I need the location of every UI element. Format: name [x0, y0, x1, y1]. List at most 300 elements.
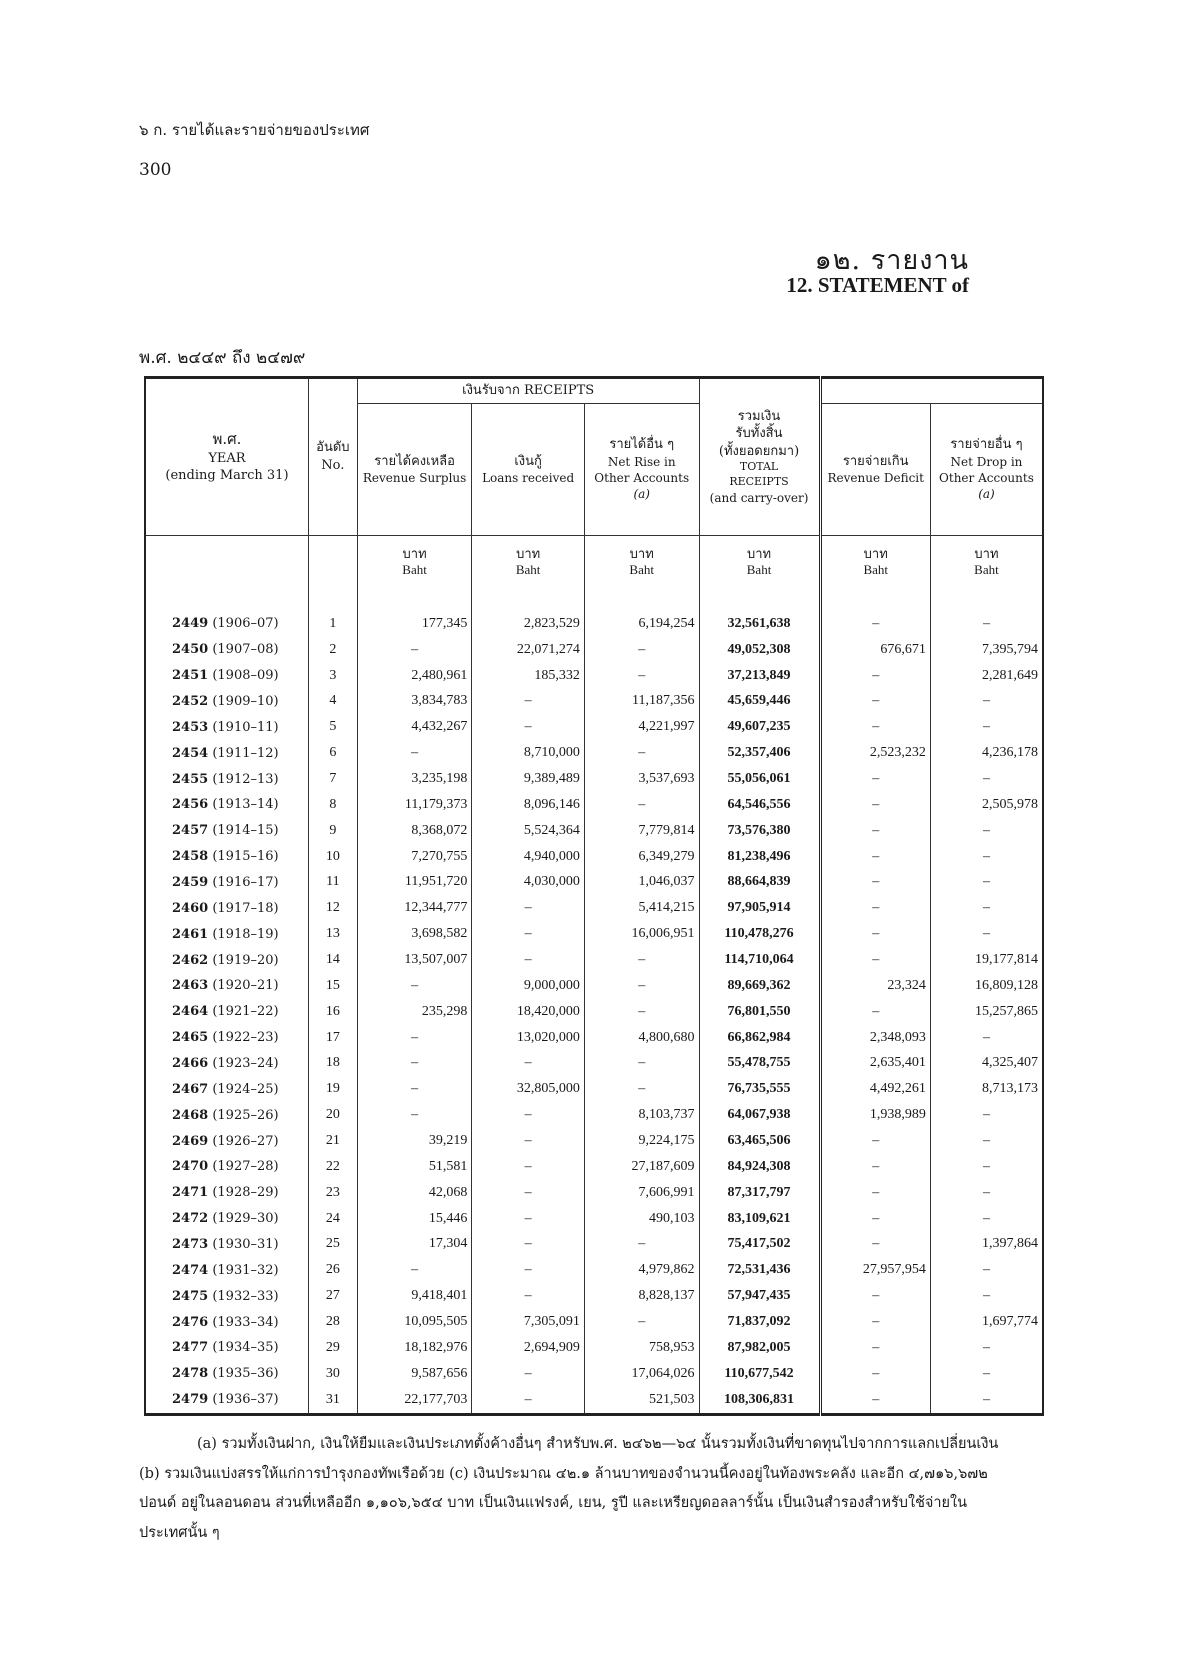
total-receipts-cell: 64,546,556 [699, 792, 820, 818]
unit-otherexp [930, 536, 1043, 611]
deficit-cell: 2,348,093 [820, 1025, 930, 1051]
year-cell [145, 792, 308, 818]
surplus-cell: 12,344,777 [357, 895, 472, 921]
deficit-cell: – [820, 714, 930, 740]
loans-cell: 8,710,000 [472, 740, 585, 766]
year-be: 2455 [172, 771, 209, 787]
deficit-cell: – [820, 792, 930, 818]
year-range: (1909–10) [212, 693, 279, 709]
surplus-cell: – [357, 1076, 472, 1102]
loans-cell: 18,420,000 [472, 999, 585, 1025]
year-be: 2451 [172, 668, 209, 684]
year-cell [145, 1128, 308, 1154]
table-row [145, 611, 1043, 637]
total-receipts-cell: 55,056,061 [699, 766, 820, 792]
total-receipts-cell: 45,659,446 [699, 689, 820, 715]
row-number-cell: 20 [308, 1102, 357, 1128]
total-receipts-cell: 108,306,831 [699, 1387, 820, 1415]
total-receipts-cell: 87,982,005 [699, 1335, 820, 1361]
total-receipts-cell: 57,947,435 [699, 1283, 820, 1309]
other-receipts-cell: 758,953 [584, 1335, 699, 1361]
year-header-thai: พ.ศ. [212, 430, 242, 449]
loans-cell: 4,940,000 [472, 844, 585, 870]
year-cell [145, 1051, 308, 1077]
unit-loans-thai: บาท [516, 546, 541, 561]
deficit-cell: – [820, 1154, 930, 1180]
deficit-cell: – [820, 611, 930, 637]
year-cell [145, 714, 308, 740]
running-header: ๖ ก. รายได้และรายจ่ายของประเทศ [139, 121, 370, 139]
year-range: (1916–17) [212, 874, 279, 890]
year-range: (1933–34) [212, 1314, 279, 1330]
row-number-cell: 1 [308, 611, 357, 637]
table-row [145, 740, 1043, 766]
other-receipts-cell: – [584, 1076, 699, 1102]
year-be: 2459 [172, 874, 209, 890]
loans-cell: – [472, 1154, 585, 1180]
year-be: 2470 [172, 1159, 209, 1175]
total-receipts-cell: 110,677,542 [699, 1361, 820, 1387]
other-header-note: (a) [633, 487, 650, 502]
row-number-cell: 4 [308, 689, 357, 715]
loans-cell: – [472, 1102, 585, 1128]
other-expenditure-cell: 8,713,173 [930, 1076, 1043, 1102]
year-range: (1911–12) [212, 745, 279, 761]
year-header [145, 378, 308, 536]
total-header-thai-1: รวมเงิน [737, 408, 781, 424]
surplus-cell: – [357, 973, 472, 999]
row-number-cell: 30 [308, 1361, 357, 1387]
surplus-cell: 11,179,373 [357, 792, 472, 818]
surplus-cell: 9,418,401 [357, 1283, 472, 1309]
deficit-header [820, 404, 930, 536]
surplus-cell: 39,219 [357, 1128, 472, 1154]
other-receipts-cell: – [584, 999, 699, 1025]
total-receipts-cell: 32,561,638 [699, 611, 820, 637]
surplus-header-english: Revenue Surplus [362, 471, 467, 486]
year-cell [145, 1309, 308, 1335]
other-expenditure-cell: – [930, 1025, 1043, 1051]
year-range: (1918–19) [212, 926, 279, 942]
other-expenditure-cell: – [930, 1180, 1043, 1206]
year-be: 2473 [172, 1236, 209, 1252]
row-number-cell: 29 [308, 1335, 357, 1361]
expenditure-group-header [820, 378, 1043, 404]
other-expenditure-cell: – [930, 895, 1043, 921]
loans-cell: – [472, 714, 585, 740]
surplus-cell: 10,095,505 [357, 1309, 472, 1335]
other-expenditure-cell: 2,281,649 [930, 663, 1043, 689]
other-expenditure-cell: 4,236,178 [930, 740, 1043, 766]
table-row [145, 663, 1043, 689]
deficit-cell: – [820, 1309, 930, 1335]
year-cell [145, 663, 308, 689]
year-be: 2457 [172, 823, 209, 839]
table-row [145, 1309, 1043, 1335]
year-range: (1908–09) [212, 668, 279, 684]
year-be: 2453 [172, 719, 209, 735]
row-number-cell: 28 [308, 1309, 357, 1335]
year-cell [145, 1283, 308, 1309]
loans-cell: 7,305,091 [472, 1309, 585, 1335]
table-row [145, 766, 1043, 792]
row-number-cell: 21 [308, 1128, 357, 1154]
total-receipts-cell: 52,357,406 [699, 740, 820, 766]
year-be: 2463 [172, 978, 209, 994]
year-cell [145, 1335, 308, 1361]
total-receipts-cell: 49,607,235 [699, 714, 820, 740]
total-receipts-cell: 88,664,839 [699, 870, 820, 896]
loans-cell: – [472, 1257, 585, 1283]
year-range: (1927–28) [212, 1159, 279, 1175]
year-cell [145, 973, 308, 999]
table-row [145, 637, 1043, 663]
total-receipts-cell: 49,052,308 [699, 637, 820, 663]
unit-total [699, 536, 820, 611]
other-receipts-cell: – [584, 1051, 699, 1077]
other-receipts-cell: – [584, 973, 699, 999]
other-receipts-cell: 16,006,951 [584, 921, 699, 947]
year-be: 2465 [172, 1030, 209, 1046]
surplus-cell: – [357, 1257, 472, 1283]
deficit-cell: – [820, 1361, 930, 1387]
table-row [145, 844, 1043, 870]
row-number-cell: 25 [308, 1232, 357, 1258]
table-row [145, 1232, 1043, 1258]
deficit-cell: 2,635,401 [820, 1051, 930, 1077]
row-number-cell: 26 [308, 1257, 357, 1283]
year-range: (1919–20) [212, 952, 279, 968]
other-expenditure-cell: – [930, 1206, 1043, 1232]
table-row [145, 689, 1043, 715]
year-header-english: YEAR [208, 450, 246, 466]
row-number-cell: 3 [308, 663, 357, 689]
loans-cell: 2,823,529 [472, 611, 585, 637]
year-range: (1925–26) [212, 1107, 279, 1123]
other-expenditure-cell: – [930, 1361, 1043, 1387]
loans-cell: 9,389,489 [472, 766, 585, 792]
year-cell [145, 844, 308, 870]
loans-cell: 5,524,364 [472, 818, 585, 844]
year-be: 2461 [172, 926, 209, 942]
total-receipts-cell: 66,862,984 [699, 1025, 820, 1051]
unit-loans [472, 536, 585, 611]
year-header-note: (ending March 31) [165, 468, 289, 484]
year-be: 2467 [172, 1081, 209, 1097]
year-cell [145, 1180, 308, 1206]
loans-cell: – [472, 947, 585, 973]
other-expenditure-cell: – [930, 921, 1043, 947]
loans-cell: – [472, 1051, 585, 1077]
units-no-cell [308, 536, 357, 611]
other-receipts-cell: 17,064,026 [584, 1361, 699, 1387]
no-header-thai: อันดับ [316, 440, 350, 456]
other-expenditure-cell: – [930, 870, 1043, 896]
unit-surplus-english: Baht [402, 561, 427, 577]
table-row [145, 895, 1043, 921]
otherexp-header-note: (a) [978, 487, 995, 502]
table-row [145, 999, 1043, 1025]
surplus-cell: 17,304 [357, 1232, 472, 1258]
other-receipts-cell: – [584, 663, 699, 689]
total-receipts-cell: 72,531,436 [699, 1257, 820, 1283]
year-cell [145, 1206, 308, 1232]
other-expenditure-cell: 1,697,774 [930, 1309, 1043, 1335]
table-row [145, 1387, 1043, 1415]
surplus-cell: – [357, 1025, 472, 1051]
deficit-cell: – [820, 1283, 930, 1309]
year-range: (1929–30) [212, 1211, 279, 1227]
surplus-cell: – [357, 1051, 472, 1077]
table-row [145, 1180, 1043, 1206]
loans-cell: 8,096,146 [472, 792, 585, 818]
surplus-cell: 22,177,703 [357, 1387, 472, 1415]
other-expenditure-cell: – [930, 1257, 1043, 1283]
deficit-cell: – [820, 947, 930, 973]
other-receipts-cell: 7,779,814 [584, 818, 699, 844]
surplus-cell: 2,480,961 [357, 663, 472, 689]
year-range: (1913–14) [212, 797, 279, 813]
other-receipts-cell: 4,800,680 [584, 1025, 699, 1051]
surplus-cell: 4,432,267 [357, 714, 472, 740]
loans-cell: – [472, 1206, 585, 1232]
unit-other [584, 536, 699, 611]
otherexp-header-english: Net Drop in Other Accounts [939, 454, 1034, 486]
deficit-cell: 676,671 [820, 637, 930, 663]
loans-cell: – [472, 689, 585, 715]
deficit-cell: – [820, 921, 930, 947]
other-receipts-cell: 8,103,737 [584, 1102, 699, 1128]
other-expenditure-cell: – [930, 766, 1043, 792]
year-cell [145, 921, 308, 947]
year-be: 2471 [172, 1185, 209, 1201]
year-be: 2452 [172, 693, 209, 709]
row-number-cell: 22 [308, 1154, 357, 1180]
other-expenditure-cell: – [930, 1102, 1043, 1128]
deficit-cell: – [820, 1387, 930, 1415]
year-cell [145, 1076, 308, 1102]
table-row [145, 1257, 1043, 1283]
loans-cell: 22,071,274 [472, 637, 585, 663]
year-range: (1930–31) [212, 1236, 279, 1252]
other-receipts-cell: 11,187,356 [584, 689, 699, 715]
deficit-cell: 23,324 [820, 973, 930, 999]
year-range: (1926–27) [212, 1133, 279, 1149]
row-number-cell: 18 [308, 1051, 357, 1077]
other-expenditure-cell: 2,505,978 [930, 792, 1043, 818]
deficit-cell: 4,492,261 [820, 1076, 930, 1102]
receipts-group-header: เงินรับจาก RECEIPTS [357, 378, 699, 404]
deficit-cell: – [820, 1180, 930, 1206]
unit-deficit-english: Baht [863, 561, 888, 577]
other-header-thai: รายได้อื่น ๆ [609, 437, 675, 453]
other-expenditure-cell: 15,257,865 [930, 999, 1043, 1025]
table-row [145, 1051, 1043, 1077]
row-number-cell: 13 [308, 921, 357, 947]
other-receipts-cell: – [584, 637, 699, 663]
deficit-cell: – [820, 870, 930, 896]
unit-deficit [820, 536, 930, 611]
loans-cell: – [472, 921, 585, 947]
other-receipts-cell: 4,979,862 [584, 1257, 699, 1283]
loans-cell: – [472, 1361, 585, 1387]
loans-cell: – [472, 895, 585, 921]
deficit-cell: – [820, 999, 930, 1025]
year-cell [145, 1361, 308, 1387]
year-cell [145, 1102, 308, 1128]
row-number-cell: 2 [308, 637, 357, 663]
otherexp-header-thai: รายจ่ายอื่น ๆ [950, 437, 1023, 453]
table-row [145, 973, 1043, 999]
row-number-cell: 10 [308, 844, 357, 870]
other-expenditure-cell: 19,177,814 [930, 947, 1043, 973]
year-be: 2469 [172, 1133, 209, 1149]
total-receipts-cell: 63,465,506 [699, 1128, 820, 1154]
year-cell [145, 740, 308, 766]
row-number-cell: 15 [308, 973, 357, 999]
surplus-cell: 7,270,755 [357, 844, 472, 870]
deficit-cell: – [820, 663, 930, 689]
surplus-cell: 3,698,582 [357, 921, 472, 947]
deficit-cell: 2,523,232 [820, 740, 930, 766]
year-range: (1910–11) [212, 719, 279, 735]
other-expenditure-cell: – [930, 611, 1043, 637]
other-expenditure-cell: – [930, 1387, 1043, 1415]
other-receipts-cell: – [584, 1309, 699, 1335]
other-receipts-cell: 6,194,254 [584, 611, 699, 637]
deficit-cell: – [820, 689, 930, 715]
year-be: 2477 [172, 1340, 209, 1356]
row-number-cell: 23 [308, 1180, 357, 1206]
other-receipts-cell: 490,103 [584, 1206, 699, 1232]
other-expenditure-header [930, 404, 1043, 536]
other-receipts-cell: 27,187,609 [584, 1154, 699, 1180]
total-header-english-3: (and carry-over) [709, 491, 809, 506]
year-range: (1906–07) [212, 616, 279, 632]
year-range: (1932–33) [212, 1288, 279, 1304]
year-range: (1922–23) [212, 1030, 279, 1046]
year-be: 2468 [172, 1107, 209, 1123]
row-number-cell: 16 [308, 999, 357, 1025]
row-number-cell: 27 [308, 1283, 357, 1309]
other-expenditure-cell: – [930, 1154, 1043, 1180]
year-be: 2449 [172, 616, 209, 632]
row-number-cell: 8 [308, 792, 357, 818]
year-be: 2475 [172, 1288, 209, 1304]
year-cell [145, 870, 308, 896]
year-be: 2454 [172, 745, 209, 761]
surplus-cell: 235,298 [357, 999, 472, 1025]
unit-deficit-thai: บาท [863, 546, 888, 561]
total-header-english-2: RECEIPTS [729, 475, 789, 489]
other-expenditure-cell: – [930, 714, 1043, 740]
other-receipts-cell: – [584, 740, 699, 766]
other-expenditure-cell: – [930, 844, 1043, 870]
row-number-cell: 12 [308, 895, 357, 921]
surplus-cell: 177,345 [357, 611, 472, 637]
year-range: (1921–22) [212, 1004, 279, 1020]
other-expenditure-cell: – [930, 1128, 1043, 1154]
table-row [145, 1206, 1043, 1232]
deficit-cell: 27,957,954 [820, 1257, 930, 1283]
year-range: (1912–13) [212, 771, 279, 787]
other-expenditure-cell: 4,325,407 [930, 1051, 1043, 1077]
surplus-cell: 3,235,198 [357, 766, 472, 792]
year-range: (1928–29) [212, 1185, 279, 1201]
surplus-header [357, 404, 472, 536]
loans-cell: – [472, 1232, 585, 1258]
year-range: (1924–25) [212, 1081, 279, 1097]
surplus-cell: 15,446 [357, 1206, 472, 1232]
total-receipts-cell: 55,478,755 [699, 1051, 820, 1077]
year-cell [145, 689, 308, 715]
unit-otherexp-english: Baht [974, 561, 999, 577]
year-cell [145, 1257, 308, 1283]
unit-total-english: Baht [746, 561, 772, 577]
unit-surplus [357, 536, 472, 611]
year-cell [145, 611, 308, 637]
loans-cell: 4,030,000 [472, 870, 585, 896]
table-row [145, 1128, 1043, 1154]
total-receipts-cell: 64,067,938 [699, 1102, 820, 1128]
row-number-cell: 6 [308, 740, 357, 766]
other-receipts-cell: 521,503 [584, 1387, 699, 1415]
year-cell [145, 1387, 308, 1415]
row-number-cell: 19 [308, 1076, 357, 1102]
deficit-cell: – [820, 844, 930, 870]
loans-header [472, 404, 585, 536]
year-range: (1931–32) [212, 1262, 279, 1278]
year-be: 2474 [172, 1262, 209, 1278]
statement-table [144, 376, 1044, 1416]
loans-cell: 13,020,000 [472, 1025, 585, 1051]
row-number-cell: 9 [308, 818, 357, 844]
surplus-cell: 11,951,720 [357, 870, 472, 896]
year-range: (1914–15) [212, 823, 279, 839]
statement-title-english: 12. STATEMENT of [786, 273, 969, 297]
year-be: 2479 [172, 1392, 209, 1408]
year-cell [145, 766, 308, 792]
table-row [145, 921, 1043, 947]
table-row [145, 1076, 1043, 1102]
other-receipts-cell: 6,349,279 [584, 844, 699, 870]
other-receipts-cell: – [584, 1232, 699, 1258]
total-receipts-cell: 87,317,797 [699, 1180, 820, 1206]
table-row [145, 792, 1043, 818]
total-receipts-cell: 81,238,496 [699, 844, 820, 870]
year-cell [145, 999, 308, 1025]
total-receipts-cell: 76,801,550 [699, 999, 820, 1025]
loans-cell: 185,332 [472, 663, 585, 689]
other-receipts-cell: 7,606,991 [584, 1180, 699, 1206]
deficit-cell: – [820, 1206, 930, 1232]
row-number-cell: 7 [308, 766, 357, 792]
year-range: (1935–36) [212, 1366, 279, 1382]
deficit-cell: 1,938,989 [820, 1102, 930, 1128]
unit-other-thai: บาท [629, 546, 654, 561]
surplus-header-thai: รายได้คงเหลือ [374, 453, 455, 469]
total-receipts-cell: 89,669,362 [699, 973, 820, 999]
table-row [145, 1361, 1043, 1387]
year-be: 2466 [172, 1055, 209, 1071]
other-receipts-cell: 8,828,137 [584, 1283, 699, 1309]
unit-otherexp-thai: บาท [974, 546, 999, 561]
other-receipts-cell: 9,224,175 [584, 1128, 699, 1154]
other-receipts-cell: 1,046,037 [584, 870, 699, 896]
surplus-cell: – [357, 637, 472, 663]
loans-cell: – [472, 1180, 585, 1206]
no-header [308, 378, 357, 536]
